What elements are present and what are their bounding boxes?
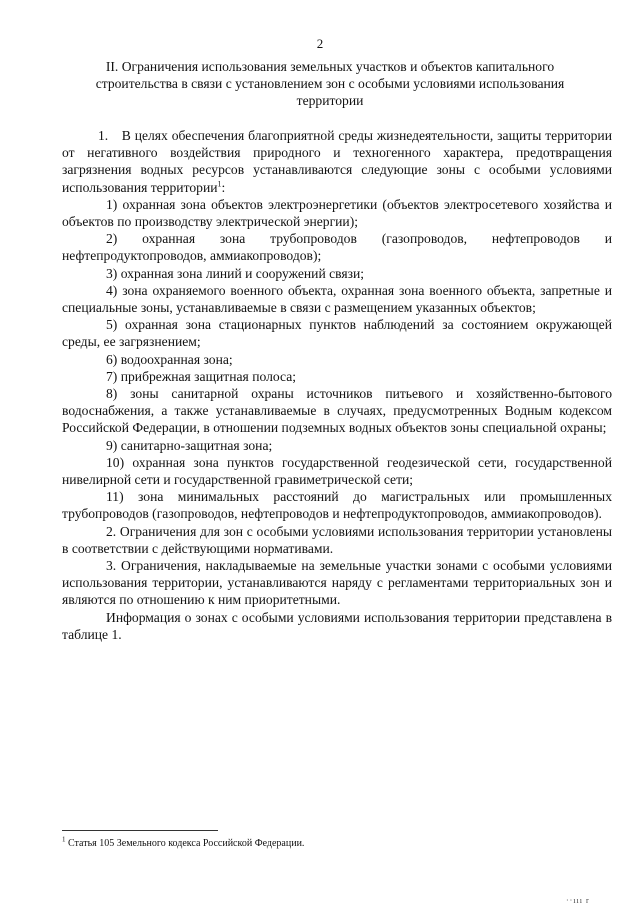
document-body <box>62 127 612 643</box>
paragraph-3: 3. Ограничения, накладываемые на земельные участки зонами с особыми условиями использования территории, устанавливаются наряду с регламентами территориальных зон и являются по отношению к ним приоритетными. <box>62 558 612 608</box>
scan-artifact-mark: ··ııı r <box>566 896 590 905</box>
list-item: 9) санитарно-защитная зона; <box>106 437 273 453</box>
footnote-reference[interactable]: 1 <box>217 179 222 189</box>
list-item: 5) охранная зона стационарных пунктов наблюдений за состоянием окружающей среды, ее загрязнением; <box>62 317 612 350</box>
section-heading: II. Ограничения использования земельных участков и объектов капитального строительства в связи с установлением зон с особыми условиями использования территории <box>95 59 565 108</box>
footnote-divider <box>62 830 218 831</box>
page-number: 2 <box>316 36 324 51</box>
footnote-text: Статья 105 Земельного кодекса Российской Федерации. <box>68 838 305 849</box>
list-item: 7) прибрежная защитная полоса; <box>106 368 297 384</box>
paragraph-intro-text: 1. В целях обеспечения благоприятной среды жизнедеятельности, защиты территории от негативного воздействия природного и техногенного характера, предотвращения загрязнения водных ресурсов устанавливаются следующие зоны с особыми условиями использования территории <box>62 128 612 195</box>
list-item: 1) охранная зона объектов электроэнергетики (объектов электросетевого хозяйства и объектов по производству электрической энергии); <box>62 196 612 230</box>
list-item: 8) зоны санитарной охраны источников питьевого и хозяйственно-бытового водоснабжения, а также устанавливаемые в случаях, предусмотренных Водным кодексом Российской Федерации, в отношении подземных водных объектов зоны специальной охраны; <box>62 386 612 436</box>
list-item: 6) водоохранная зона; <box>106 351 233 367</box>
paragraph-intro <box>62 127 612 196</box>
list-item: 2) охранная зона трубопроводов (газопроводов, нефтепроводов и нефтепродуктопроводов, аммиакопроводов); <box>62 231 612 264</box>
paragraph-intro-colon: : <box>221 179 226 195</box>
footnote-mark: 1 <box>62 835 66 844</box>
list-item: 3) охранная зона линий и сооружений связи; <box>106 265 365 281</box>
list-item: 4) зона охраняемого военного объекта, охранная зона военного объекта, запретные и специальные зоны, устанавливаемые в связи с размещением указанных объектов; <box>62 282 612 316</box>
paragraph-2: 2. Ограничения для зон с особыми условиями использования территории установлены в соответствии с действующими нормативами. <box>62 523 612 556</box>
footnote <box>62 835 602 850</box>
paragraph-table-reference: Информация о зонах с особыми условиями использования территории представлена в таблице 1. <box>62 609 612 642</box>
list-item: 10) охранная зона пунктов государственной геодезической сети, государственной нивелирной сети и государственной гравиметрической сети; <box>62 454 612 488</box>
list-item: 11) зона минимальных расстояний до магистральных или промышленных трубопроводов (газопроводов, нефтепроводов и нефтепродуктопроводов, аммиакопроводов). <box>62 489 612 522</box>
